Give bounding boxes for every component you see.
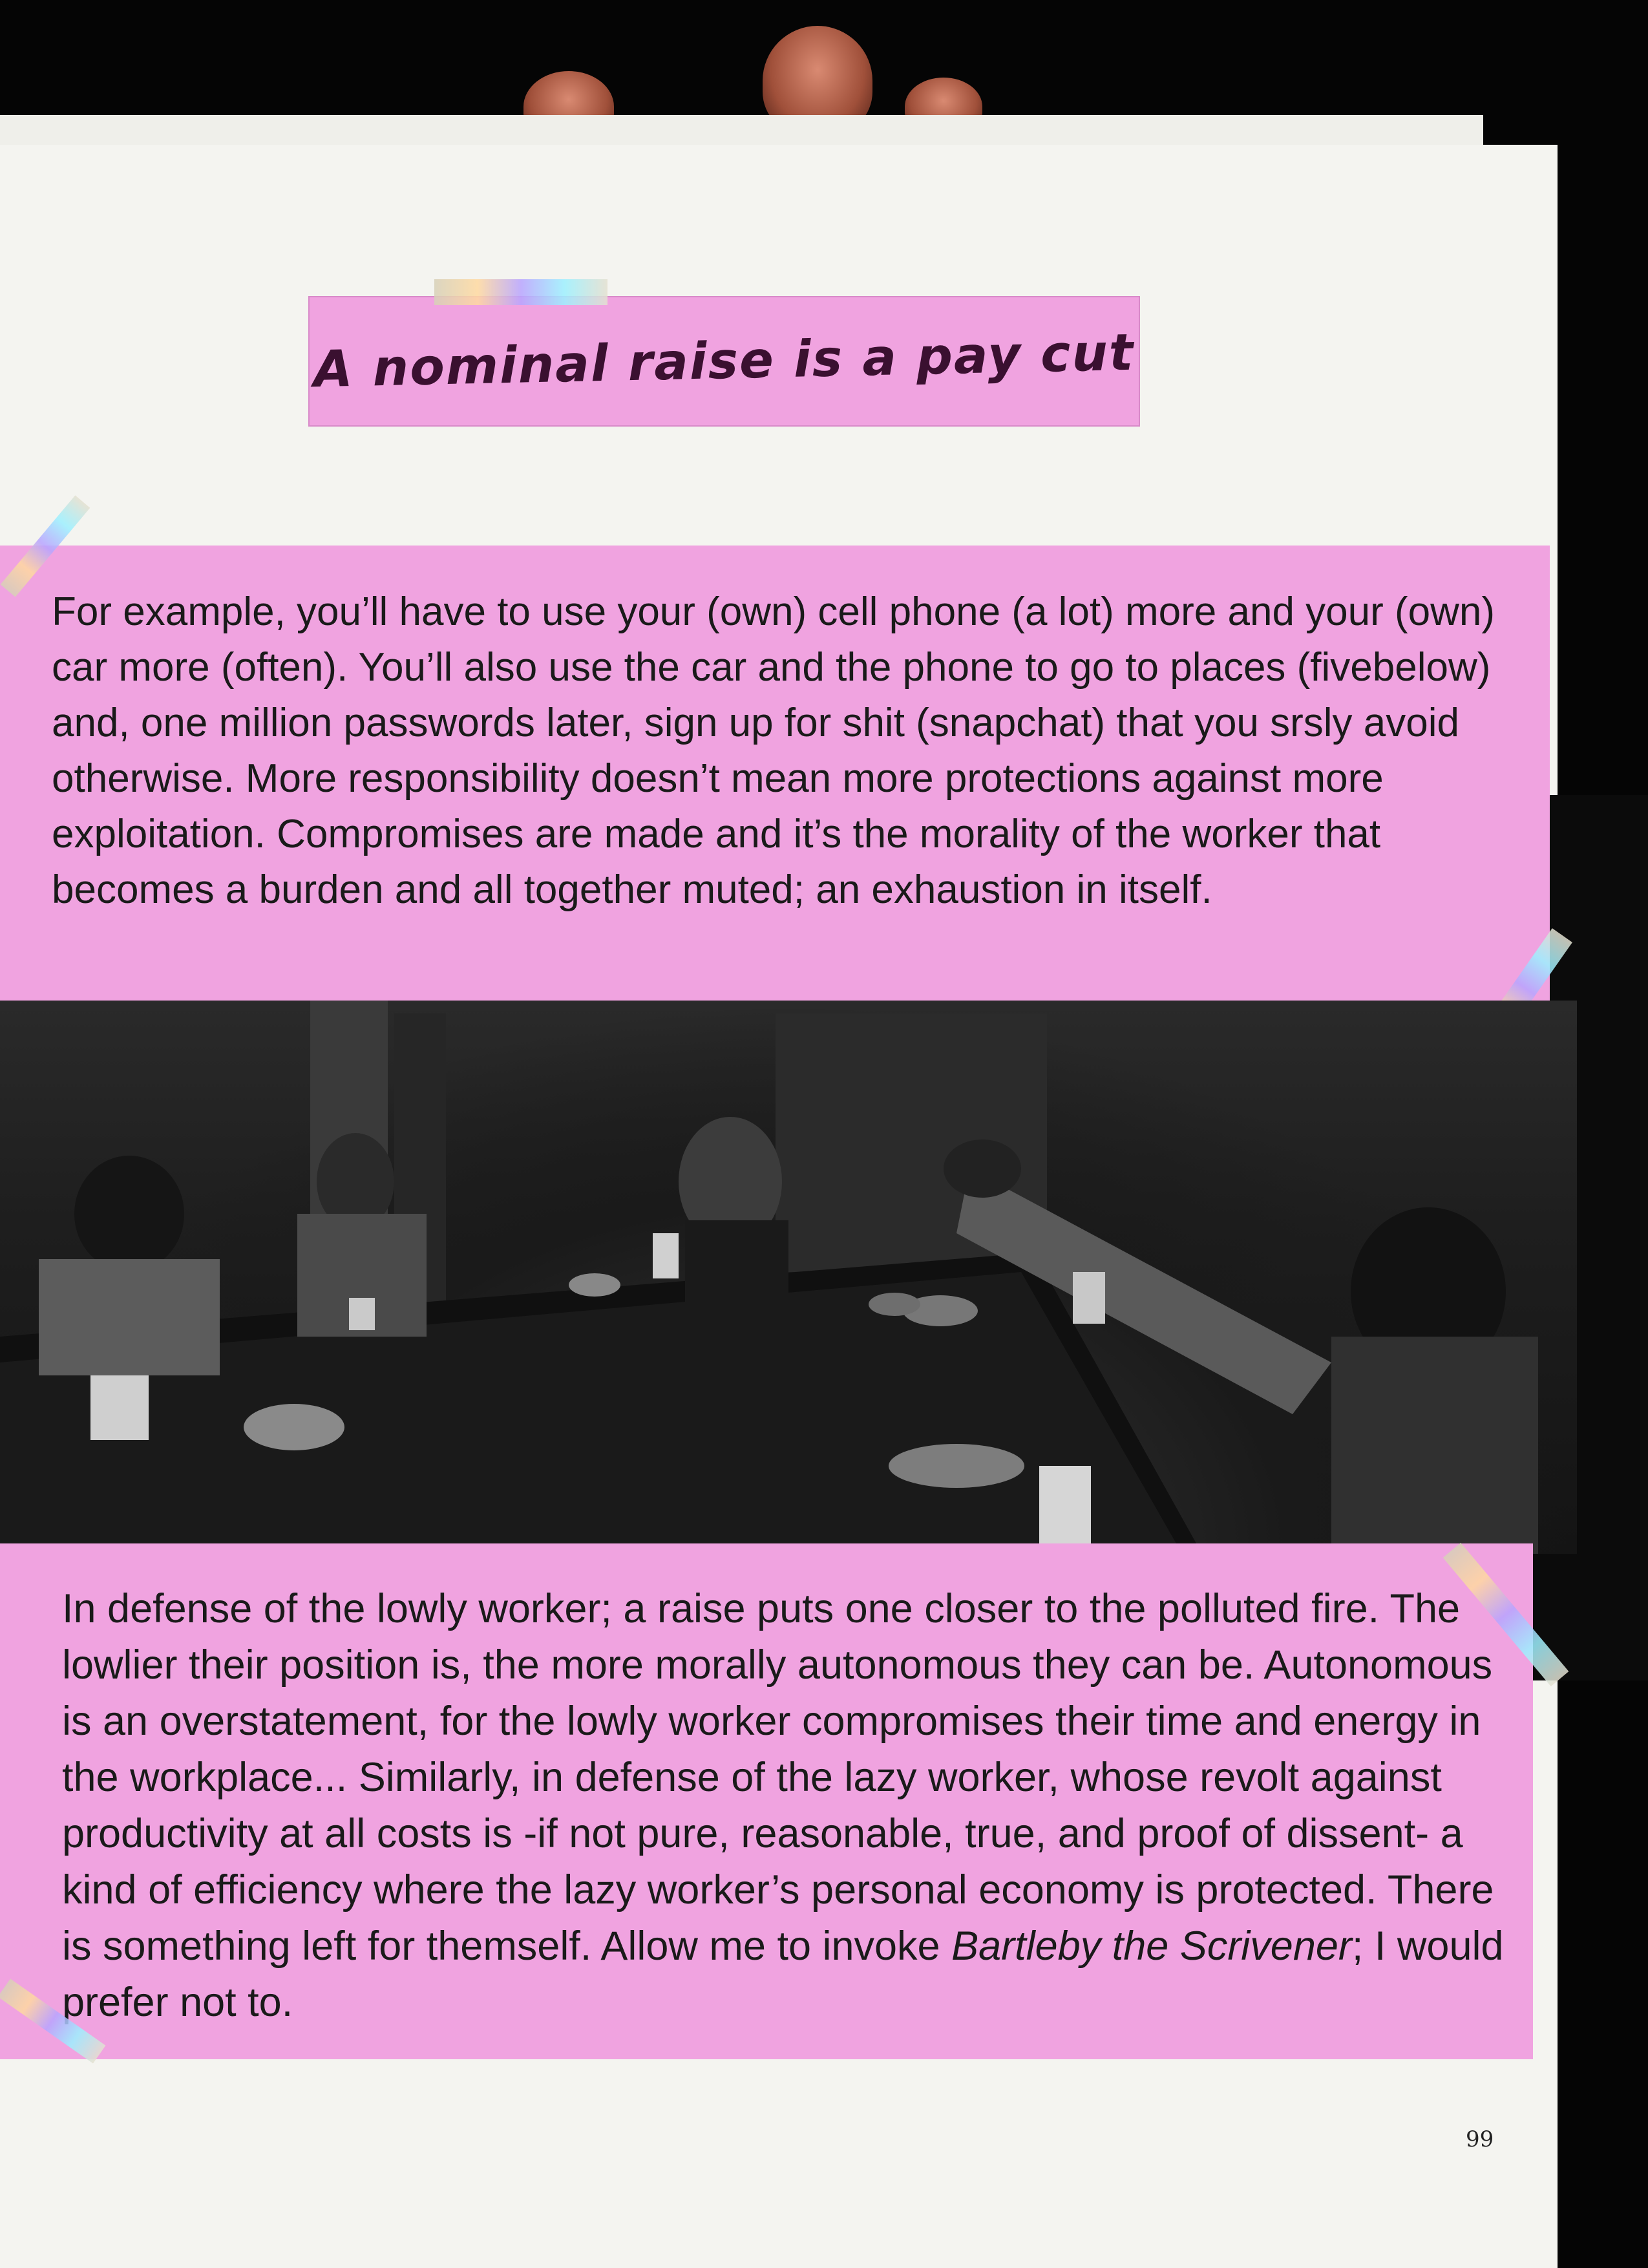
tape-title xyxy=(434,279,607,305)
paragraph-1: For example, you’ll have to use your (own) cell phone (a lot) more and your (own) car more (often). You’ll also use the car and the phone to go to places (fivebelow) and, one million passwords later, sign up for shit (snapchat) that you srsly avoid otherwise. More responsibility doesn’t mean more protections against more exploitation. Compromises are made and it’s the morality of the worker that becomes a burden and all together muted; an exhaustion in itself. xyxy=(0,546,1550,1003)
paragraph-2-ending: ; I would prefer not to. xyxy=(62,1924,1504,2025)
paragraph-2 xyxy=(0,1543,1533,2059)
paragraph-2-text: In defense of the lowly worker; a raise puts one closer to the polluted fire. The lowlier their position is, the more morally autonomous they can be. Autonomous is an overstatement, for the lowly worker compromises their time and energy in the workplace... Similarly, in defense of the lazy worker, whose revolt against productivity at all costs is -if not pure, reasonable, true, and proof of dissent- a kind of efficiency where the lazy worker’s personal economy is protected. There is something left for themself. Allow me to invoke xyxy=(62,1586,1494,1969)
page-number: 99 xyxy=(1466,2126,1494,2152)
page-title: A nominal raise is a pay cut xyxy=(313,323,1136,399)
title-strip xyxy=(308,296,1140,427)
meeting-photo xyxy=(0,1001,1577,1554)
book-title: Bartleby the Scrivener xyxy=(951,1924,1352,1969)
